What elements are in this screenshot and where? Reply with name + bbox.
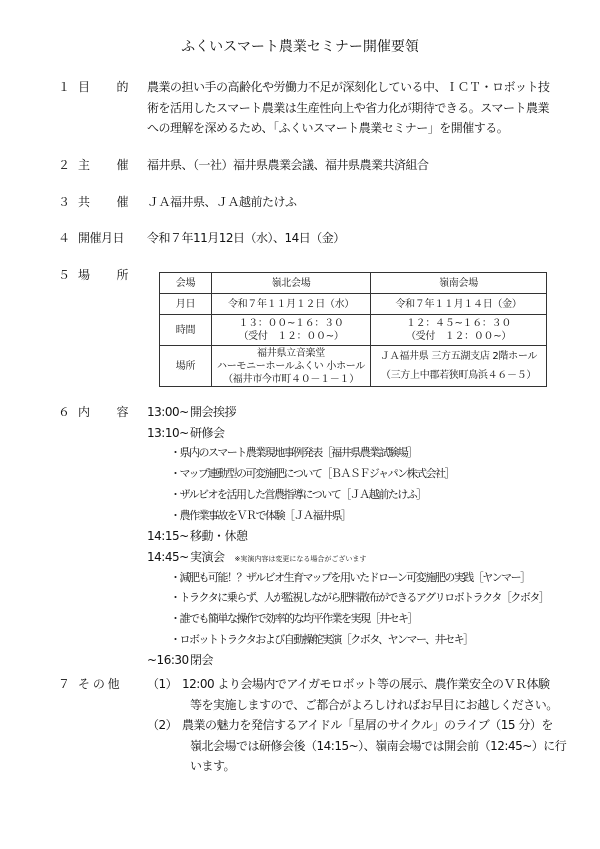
cell-line: ハーモニーホールふくい 小ホール	[217, 360, 365, 372]
program-item: ・トラクタに乗らず、人が監視しながら肥料散布ができるアグリロボトラクタ［クボタ］	[170, 591, 549, 605]
section-label-part: 開催月日	[78, 231, 125, 245]
cell	[212, 346, 371, 387]
program-title: 研修会	[190, 425, 225, 440]
program-entry	[147, 404, 587, 420]
program-title: 移動・休憩	[190, 529, 248, 544]
cell	[371, 346, 547, 387]
cell-line: （受付 １２：００~）	[405, 331, 512, 342]
note-text: います。	[190, 759, 236, 774]
cell-line: 福井県立音楽堂	[257, 347, 325, 359]
program-item: ・県内のスマート農業現地事例発表［福井県農業試験場］	[170, 446, 417, 460]
note-number: （1）	[147, 677, 178, 691]
row-label: 時間	[160, 315, 212, 346]
section-label	[78, 194, 128, 210]
table-header: 嶺南会場	[371, 273, 547, 294]
table-header: 嶺北会場	[212, 273, 371, 294]
section-text: 福井県、（一社）福井県農業会議、福井県農業共済組合	[147, 158, 429, 172]
note-text: 農業の魅力を発信するアイドル「星屑のサイクル」のライブ（15 分）を	[182, 718, 553, 733]
row-label: 月日	[160, 294, 212, 315]
section-number: ７	[58, 677, 70, 691]
section-text: ＪＡ福井県、ＪＡ越前たけふ	[147, 195, 297, 209]
cell-line: （福井市今市町４０－１－１）	[223, 373, 359, 385]
section-number: ５	[58, 268, 70, 282]
cell: 令和７年１１月１４日（金）	[371, 294, 547, 315]
cell-line: （受付 １２：００~）	[238, 331, 344, 342]
row-label: 場所	[160, 346, 212, 387]
venue-table	[159, 272, 547, 387]
program-time: ~16:30	[147, 653, 189, 668]
cell-line: １３：００~１６：３０	[238, 318, 344, 329]
section-label	[78, 79, 128, 95]
section-label	[78, 404, 128, 420]
section-label-part: 共	[78, 195, 90, 209]
section-label-part: 催	[116, 195, 128, 209]
section-label	[78, 267, 128, 283]
program-entry	[147, 425, 587, 441]
program-time: 14:45~	[147, 549, 189, 564]
section-label-part: 容	[116, 405, 128, 419]
program-title: 実演会	[190, 549, 225, 564]
program-time: 13:00~	[147, 405, 189, 419]
section-number: ４	[58, 231, 70, 245]
section-text: 令和７年11月12日（水）、14日（金）	[147, 231, 345, 245]
section-label-part: 所	[116, 268, 128, 282]
program-item: ・誰でも簡単な操作で効率的な均平作業を実現［井セキ］	[170, 612, 417, 625]
section-label-part: 催	[116, 158, 128, 172]
cell	[371, 315, 547, 346]
cell-line: （三方上中郡若狭町鳥浜４６－５）	[380, 370, 537, 381]
section-label-part: 内	[78, 405, 90, 419]
note-text: 等を実施しますので、ご都合がよろしければお早目にお越しください。	[190, 697, 558, 712]
section-text: への理解を深めるため、「ふくいスマート農業セミナー」を開催する。	[147, 121, 509, 136]
table-header: 会場	[160, 273, 212, 294]
section-label-part: そ の 他	[78, 677, 120, 691]
cell: 令和７年１１月１２日（水）	[212, 294, 371, 315]
section-number: ２	[58, 158, 70, 172]
section-label-part: 場	[78, 268, 90, 282]
section-label	[78, 676, 128, 692]
program-note: ※実演内容は変更になる場合がございます	[234, 554, 367, 563]
program-time: 14:15~	[147, 529, 189, 544]
section-number: ６	[58, 405, 70, 419]
note-text: 12:00 より会場内でアイガモロボット等の展示、農作業安全のＶＲ体験	[182, 677, 550, 691]
section-number: １	[58, 80, 70, 94]
cell	[212, 315, 371, 346]
program-item: ・ザルビオを活用した営農指導について［ＪＡ越前たけふ］	[170, 487, 426, 501]
note-number: （2）	[147, 718, 178, 733]
program-item: ・農作業事故をＶＲで体験［ＪＡ福井県］	[170, 508, 351, 522]
program-title: 開会挨拶	[190, 405, 237, 419]
program-entry	[147, 528, 587, 544]
section-text: 農業の担い手の高齢化や労働力不足が深刻化している中、ＩＣＴ・ロボット技	[147, 80, 550, 94]
program-time: 13:10~	[147, 425, 189, 440]
section-label	[78, 230, 128, 246]
page-title: ふくいスマート農業セミナー開催要領	[181, 39, 419, 55]
cell-line: １２：４５~１６：３０	[405, 318, 512, 329]
section-label	[78, 157, 128, 173]
program-item: ・ロボットトラクタおよび自動操舵実演［クボタ、ヤンマー、井セキ］	[170, 632, 473, 646]
program-item: ・マップ連動型の可変施肥について［ＢＡＳＦジャパン株式会社］	[170, 467, 455, 481]
note-text: 嶺北会場では研修会後（14:15~）、嶺南会場では開会前（12:45~）に行	[190, 738, 567, 753]
cell-line: ＪＡ福井県 三方五湖支店 2階ホール	[379, 351, 538, 362]
program-title: 閉会	[190, 653, 214, 668]
section-text: 術を活用したスマート農業は生産性向上や省力化が期待できる。スマート農業	[147, 100, 550, 115]
section-number: ３	[58, 195, 70, 209]
section-label-part: 的	[116, 80, 128, 94]
program-entry	[147, 549, 587, 567]
section-label-part: 主	[78, 158, 90, 172]
section-label-part: 目	[78, 80, 90, 94]
program-item: ・減肥も可能！？ザルビオ生育マップを用いたドローン可変施肥の実践［ヤンマー］	[170, 570, 530, 584]
program-entry	[147, 652, 587, 668]
